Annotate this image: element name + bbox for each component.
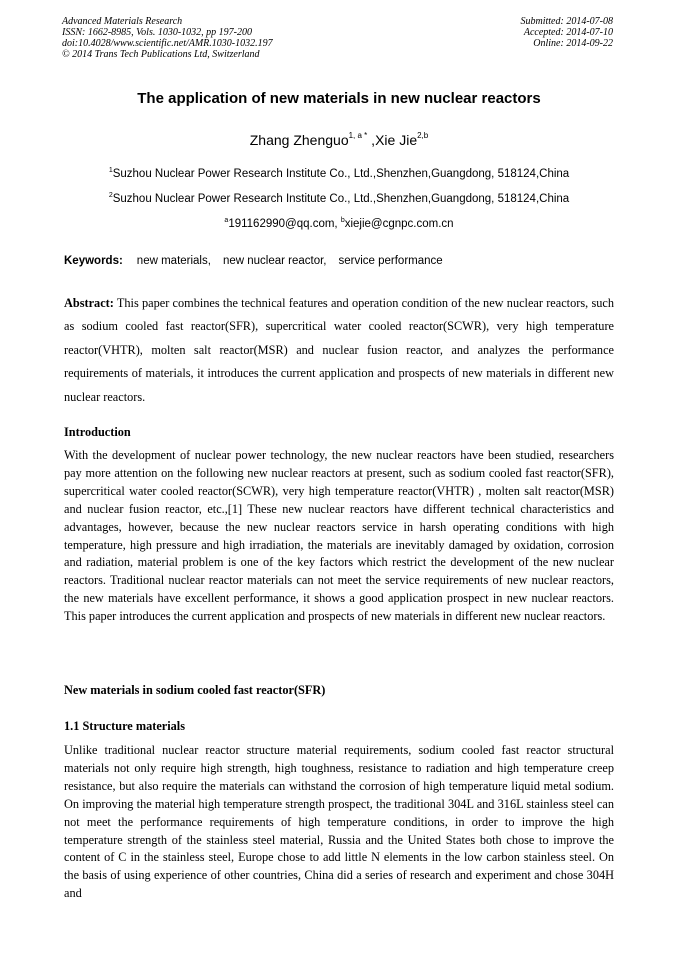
keyword: new materials, — [136, 255, 211, 267]
author-superscript: 2,b — [417, 131, 429, 140]
affiliation-superscript: 1 — [108, 167, 113, 174]
section-heading-sfr: New materials in sodium cooled fast reactor(SFR) — [64, 683, 326, 697]
journal-copyright: © 2014 Trans Tech Publications Ltd, Switzerland — [62, 49, 260, 60]
introduction-paragraph: With the development of nuclear power technology, the new nuclear reactors have been studied, researchers pay more attention on the following new nuclear reactors at present, such as sodium cooled fast reactor(SFR), supercritical water cooled reactor(SCWR), very high temperature reactor(VHTR) , molten salt reactor(MSR) and nuclear fusion reactor, etc.,[1] These new nuclear reactors have different technical characteristics and advantages, however, because the new nuclear reactors service in harsh operating conditions with high temperature, high pressure and high irradiation, the materials are inevitably damaged by oxidation, corrosion and radiation, material problem is one of the key factors which restrict the development of the new nuclear reactors. Traditional nuclear reactor materials can not meet the service requirements of new nuclear reactors, the new materials have excellent performance, it shows a good application prospect in new nuclear reactors. This paper introduces the current application and prospects of new materials in different new nuclear reactors. — [64, 448, 614, 624]
keyword: new nuclear reactor, — [222, 255, 327, 267]
email-superscript: a — [224, 217, 229, 224]
keyword: service performance — [338, 255, 443, 267]
affiliation-2 — [0, 192, 678, 205]
abstract-paragraph — [64, 292, 614, 409]
abstract-text: This paper combines the technical features and operation condition of the new nuclear reactors, such as sodium cooled fast reactor(SFR), supercritical water cooled reactor(SCWR), very high temperature reactor(VHTR), molten salt reactor(MSR) and nuclear fusion reactor, and analyzes the performance requirements of materials, it introduces the current application and prospects of new materials in different new nuclear reactors. — [64, 296, 614, 404]
journal-info — [62, 16, 273, 60]
author-name: Zhang Zhenguo — [249, 132, 349, 148]
affiliation-text: Suzhou Nuclear Power Research Institute Co., Ltd.,Shenzhen,Guangdong, 518124,China — [112, 193, 570, 205]
subsection-heading: 1.1 Structure materials — [64, 719, 186, 733]
paper-title: The application of new materials in new nuclear reactors — [137, 90, 541, 107]
author-line — [0, 131, 678, 148]
publication-dates — [521, 16, 614, 49]
email-link[interactable]: xiejie@cgnpc.com.cn — [344, 218, 454, 230]
email-superscript: b — [340, 217, 345, 224]
email-line — [0, 217, 678, 230]
keywords-line — [64, 255, 443, 267]
submitted-date: Submitted: 2014-07-08 — [520, 16, 613, 27]
email-link[interactable]: 191162990@qq.com, — [228, 218, 341, 230]
affiliation-text: Suzhou Nuclear Power Research Institute Co., Ltd.,Shenzhen,Guangdong, 518124,China — [112, 168, 570, 180]
journal-doi: doi:10.4028/www.scientific.net/AMR.1030-1032.197 — [62, 38, 273, 49]
author-superscript: 1, a * — [348, 131, 368, 140]
online-date: Online: 2014-09-22 — [533, 38, 613, 49]
keywords-label: Keywords: — [64, 255, 123, 267]
affiliation-superscript: 2 — [108, 192, 113, 199]
section-heading-introduction: Introduction — [64, 425, 131, 439]
subsection-paragraph: Unlike traditional nuclear reactor structure material requirements, sodium cooled fast reactor structural materials not only require high strength, high toughness, resistance to radiation and high temperature creep resistance, but also require the materials can withstand the corrosion of high temperature liquid metal sodium. On improving the material high temperature strength prospect, the traditional 304L and 316L stainless steel can not meet the performance requirements of high temperature conditions, in order to improve the high temperature strength of the stainless steel material, Russia and the United States both chose to improve the content of C in the stainless steel, Europe chose to add little N elements in the low carbon stainless steel. On the basis of using experience of other countries, China did a series of research and experiment and chose 304H and — [64, 743, 614, 901]
journal-name: Advanced Materials Research — [62, 16, 183, 27]
abstract-label: Abstract: — [64, 296, 114, 310]
accepted-date: Accepted: 2014-07-10 — [523, 27, 613, 38]
author-name: Xie Jie — [375, 132, 418, 148]
author-separator: , — [367, 132, 376, 148]
journal-issn: ISSN: 1662-8985, Vols. 1030-1032, pp 197-200 — [62, 27, 252, 38]
affiliation-1 — [0, 167, 678, 180]
